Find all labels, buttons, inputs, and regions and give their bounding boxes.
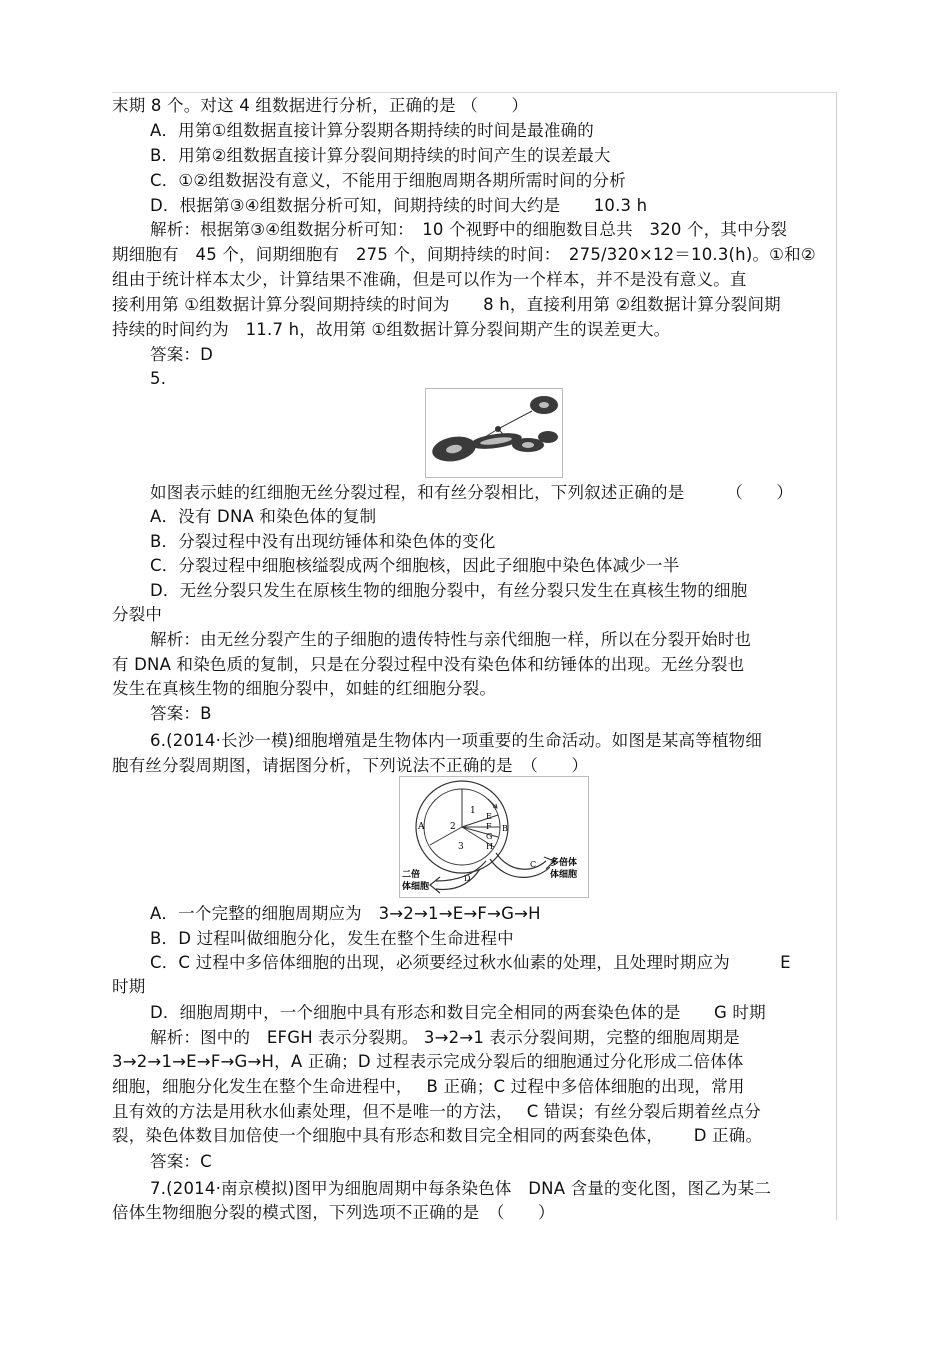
sector-label: 3 <box>458 842 464 852</box>
option-d: D．根据第③④组数据分析可知，间期持续的时间大约是 10.3 h <box>150 196 648 215</box>
text-line: 时期 <box>112 977 146 996</box>
amitosis-diagram <box>426 389 562 477</box>
polyploid-label: 多倍体 <box>550 858 578 868</box>
text-line: 末期 8 个。对这 4 组数据进行分析，正确的是 （ ） <box>112 96 529 115</box>
explanation-line: 细胞，细胞分化发生在整个生命进程中， B 正确；C 过程中多倍体细胞的出现，常用 <box>112 1077 745 1096</box>
answer-line: 答案：D <box>150 345 214 364</box>
question-stem: 胞有丝分裂周期图，请据图分析，下列说法不正确的是 （ ） <box>112 756 589 775</box>
question-stem: 7.(2014·南京模拟)图甲为细胞周期中每条染色体 DNA 含量的变化图，图乙为某二 <box>150 1179 772 1198</box>
sector-label: 2 <box>450 822 456 832</box>
explanation-line: 解析：根据第③④组数据分析可知： 10 个视野中的细胞数目总共 320 个，其中分裂 <box>150 220 788 239</box>
option-c: C．分裂过程中细胞核缢裂成两个细胞核，因此子细胞中染色体减少一半 <box>150 556 680 575</box>
sector-label: 1 <box>470 806 476 816</box>
option-b: B．D 过程叫做细胞分化，发生在整个生命进程中 <box>150 929 514 948</box>
ring-label: D <box>464 874 471 883</box>
question-stem: 如图表示蛙的红细胞无丝分裂过程，和有丝分裂相比，下列叙述正确的是 （ ） <box>150 483 794 502</box>
ring-label: E <box>486 812 492 821</box>
explanation-line: 发生在真核生物的细胞分裂中，如蛙的红细胞分裂。 <box>112 679 497 698</box>
explanation-line: 有 DNA 和染色质的复制，只是在分裂过程中没有染色体和纺锤体的出现。无丝分裂也 <box>112 655 745 674</box>
option-c: C．①②组数据没有意义，不能用于细胞周期各期所需时间的分析 <box>150 171 626 190</box>
question-number: 5. <box>150 369 167 388</box>
question-stem: 6.(2014·长沙一模)细胞增殖是生物体内一项重要的生命活动。如图是某高等植物细 <box>150 731 763 750</box>
cell-cycle-figure <box>399 776 589 898</box>
explanation-line: 接利用第 ①组数据计算分裂间期持续的时间为 8 h，直接利用第 ②组数据计算分裂间期 <box>112 295 781 314</box>
option-b: B．分裂过程中没有出现纺锤体和染色体的变化 <box>150 532 496 551</box>
explanation-line: 解析：由无丝分裂产生的子细胞的遗传特性与亲代细胞一样，所以在分裂开始时也 <box>150 630 752 649</box>
ring-label: H <box>486 842 493 851</box>
ring-label: C <box>530 860 537 869</box>
page-top-rule <box>112 92 837 93</box>
option-d: D．细胞周期中，一个细胞中具有形态和数目完全相同的两套染色体的是 G 时期 <box>150 1003 766 1022</box>
explanation-line: 持续的时间约为 11.7 h，故用第 ①组数据计算分裂间期产生的误差更大。 <box>112 320 671 339</box>
answer-line: 答案：B <box>150 704 212 723</box>
page-right-rule <box>836 92 837 1220</box>
amitosis-figure <box>425 388 563 478</box>
ring-label: G <box>486 832 493 841</box>
explanation-line: 且有效的方法是用秋水仙素处理，但不是唯一的方法， C 错误；有丝分裂后期着丝点分 <box>112 1102 761 1121</box>
explanation-line: 期细胞有 45 个，间期细胞有 275 个，间期持续的时间： 275/320×12＝10.3(h)。①和② <box>112 245 816 264</box>
option-d: D．无丝分裂只发生在原核生物的细胞分裂中，有丝分裂只发生在真核生物的细胞 <box>150 581 748 600</box>
option-a: A．一个完整的细胞周期应为 3→2→1→E→F→G→H <box>150 904 541 923</box>
ring-label: B <box>502 824 508 833</box>
cell-cycle-diagram <box>400 777 588 897</box>
polyploid-label: 体细胞 <box>550 870 578 880</box>
option-c: C．C 过程中多倍体细胞的出现，必须要经过秋水仙素的处理，且处理时期应为 E <box>150 953 791 972</box>
ring-label: A <box>418 822 425 832</box>
explanation-line: 组由于统计样本太少，计算结果不准确，但是可以作为一个样本，并不是没有意义。直 <box>112 270 747 289</box>
question-stem: 倍体生物细胞分裂的模式图，下列选项不正确的是 （ ） <box>112 1203 555 1222</box>
ring-label: F <box>486 822 492 831</box>
option-a: A．用第①组数据直接计算分裂期各期持续的时间是最准确的 <box>150 121 594 140</box>
text-line: 分裂中 <box>112 605 163 624</box>
option-a: A．没有 DNA 和染色体的复制 <box>150 507 377 526</box>
explanation-line: 裂，染色体数目加倍使一个细胞中具有形态和数目完全相同的两套染色体， D 正确。 <box>112 1126 763 1145</box>
diploid-label: 二倍 <box>402 870 421 880</box>
explanation-line: 3→2→1→E→F→G→H，A 正确；D 过程表示完成分裂后的细胞通过分化形成二倍体体 <box>112 1052 744 1071</box>
answer-line: 答案：C <box>150 1152 212 1171</box>
diploid-label: 体细胞 <box>402 882 430 892</box>
explanation-line: 解析：图中的 EFGH 表示分裂期。 3→2→1 表示分裂间期，完整的细胞周期是 <box>150 1028 740 1047</box>
option-b: B．用第②组数据直接计算分裂间期持续的时间产生的误差最大 <box>150 146 611 165</box>
